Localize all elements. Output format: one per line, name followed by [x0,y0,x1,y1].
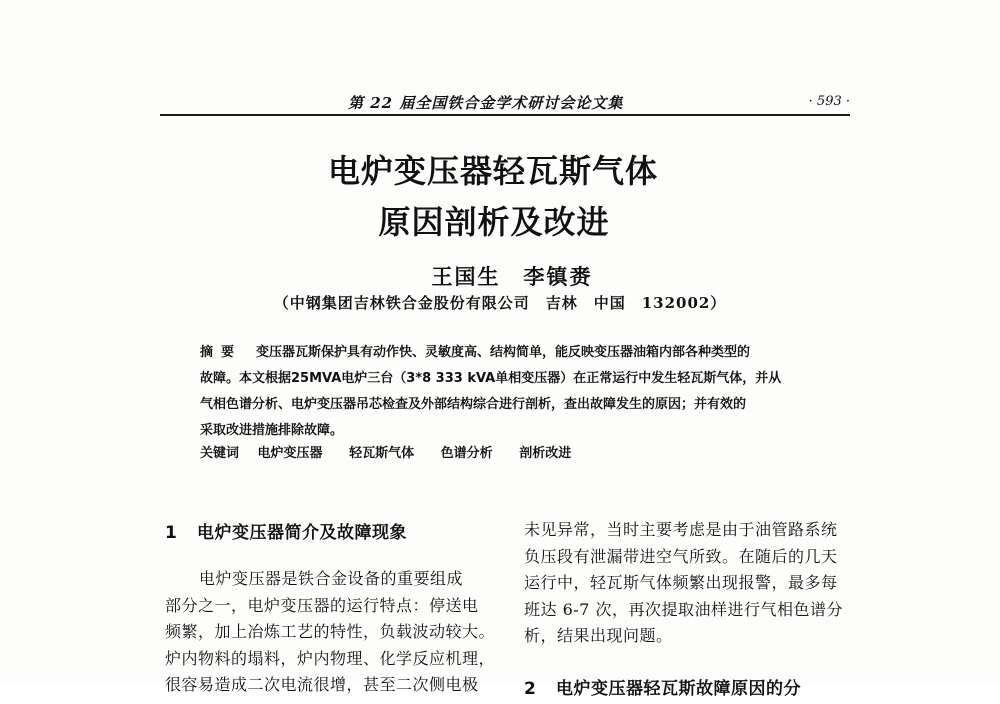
body-line: 运行中，轻瓦斯气体频繁出现报警，最多每 [524,573,838,592]
abstract [200,340,815,444]
body-line: 部分之一，电炉变压器的运行特点：停送电 [165,595,479,615]
paper-title-line-2: 原因剖析及改进 [378,203,610,241]
page-number: · 593 · [808,94,850,109]
section-1-heading [165,518,500,548]
body-line: 电炉变压器是铁合金设备的重要组成 [199,569,464,588]
keyword: 剖析改进 [519,446,572,461]
body-line: 班达 6-7 次，再次提取油样进行气相色谱分 [524,599,843,619]
body-line: 频繁，加上冶炼工艺的特性，负载波动较大。 [165,622,496,641]
section-1-title: 电炉变压器简介及故障现象 [197,523,407,543]
authors: 王国生 李镇赉 [431,264,593,289]
section-1-number: 1 [165,523,178,543]
abstract-line: 气相色谱分析、电炉变压器吊芯检查及外部结构综合进行剖析，查出故障发生的原因；并有效的 [200,397,747,412]
keywords-label: 关键词 [200,446,240,461]
body-line: 析，结果出现问题。 [524,626,673,645]
paper-title-line-1: 电炉变压器轻瓦斯气体 [327,152,658,190]
section-2-heading [524,674,854,704]
body-line: 很容易造成二次电流很增，甚至二次侧电极 [165,675,479,694]
running-title: 第 22 届全国铁合金学术研讨会论文集 [348,94,624,112]
keyword: 轻瓦斯气体 [349,446,415,461]
keywords [200,442,571,461]
abstract-line: 摘要 变压器瓦斯保护具有动作快、灵敏度高、结构简单，能反映变压器油箱内部各种类型的 [200,345,751,360]
body-line: 未见异常，当时主要考虑是由于油管路系统 [524,520,838,539]
abstract-label: 摘要 [200,345,243,360]
abstract-line: 采取改进措施排除故障。 [200,423,344,438]
body-line: 负压段有泄漏带进空气所致。在随后的几天 [524,546,838,566]
section-2-title: 电炉变压器轻瓦斯故障原因的分 [556,678,801,699]
abstract-line: 故障。本文根据25MVA电炉三台（3*8 333 kVA单相变压器）在正常运行中发生轻瓦斯气体，并从 [200,371,782,386]
keyword: 色谱分析 [440,446,493,461]
running-header [160,90,850,116]
affiliation: （中钢集团吉林铁合金股份有限公司 吉林 中国 132002） [273,294,727,312]
left-column [165,518,500,699]
section-2-number: 2 [524,678,537,699]
right-column [524,517,854,704]
body-line: 炉内物料的塌料，炉内物理、化学反应机理， [165,648,496,668]
keyword: 电炉变压器 [257,446,323,461]
